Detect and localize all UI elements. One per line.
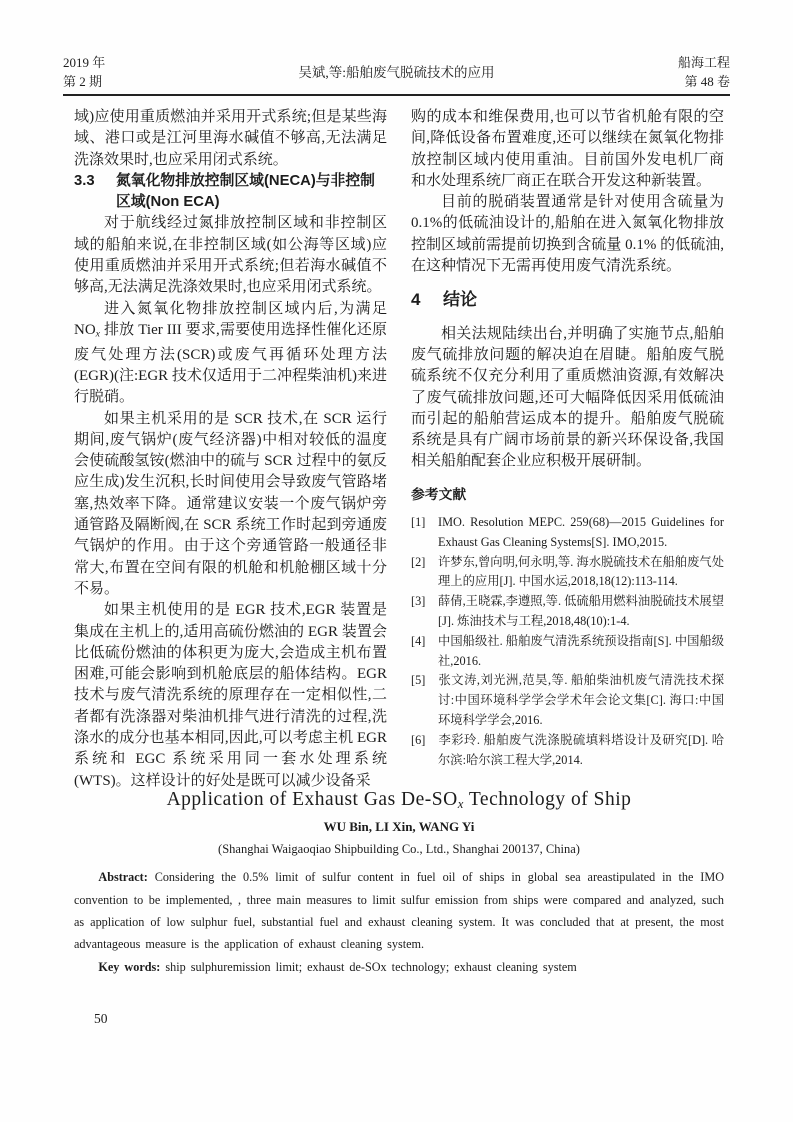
reference-number: [2] [411,554,426,569]
right-column [411,107,724,792]
english-abstract [74,866,724,956]
page-number: 50 [94,1011,108,1026]
paragraph: 如果主机采用的是 SCR 技术,在 SCR 运行期间,废气锅炉(废气经济器)中相对较低的温度会使硫酸氢铵(燃油中的硫与 SCR 过程中的氨反应生成)发生沉积,长时间使用会导致废气管路堵塞,热效率下降。通常建议安装一个废气锅炉旁通管路及隔断阀,在 SCR 系统工作时起到旁通废气锅炉的作用。由于这个旁通管路一般通径非常大,布置在空间有限的机舱和机舱棚区域十分不易。 [74,410,387,597]
keywords-label: Key words: [98,959,161,974]
paragraph-text-post: 排放 Tier III 要求,需要使用选择性催化还原废气处理方法(SCR)或废气再循环处理方法(EGR)(注:EGR 技术仅适用于二冲程柴油机)来进行脱硝。 [74,321,387,406]
section-heading-3-3 [74,171,387,214]
references-heading: 参考文献 [411,486,467,502]
section-heading-4 [411,289,724,310]
section-number: 3.3 [74,172,95,189]
title-subscript: x [457,797,464,812]
reference-text: IMO. Resolution MEPC. 259(68)—2015 Guidelines for Exhaust Gas Cleaning Systems[S]. IMO,2015. [438,515,724,549]
reference-text: 张文涛,刘光洲,范昊,等. 船舶柴油机废气清洗技术探讨:中国环境科学学会学术年会论文集[C]. 海口:中国环境科学学会,2016. [438,673,724,728]
section-number: 4 [411,290,421,310]
reference-text: 中国船级社. 船舶废气清洗系统预设指南[S]. 中国船级社,2016. [438,633,724,668]
section-title: 结论 [443,290,477,310]
reference-text: 李彩玲. 船舶废气洗涤脱硫填料塔设计及研究[D]. 哈尔滨:哈尔滨工程大学,2014. [438,732,724,767]
english-abstract-section [74,789,724,978]
reference-item [411,592,724,632]
reference-item [411,731,724,771]
reference-number: [5] [411,673,426,688]
english-keywords [74,956,724,978]
left-column [74,107,387,792]
paragraph-text-pre: 进入氮氧化物排放控制区域内后,为满足NO [74,300,387,338]
reference-number: [4] [411,633,426,648]
english-title-pre: Application of Exhaust Gas De-SO [166,789,458,810]
header-issue-block [63,53,173,91]
header-running-title: 吴斌,等:船舶废气脱硫技术的应用 [298,64,495,80]
abstract-text: Considering the 0.5% limit of sulfur content in fuel oil of ships in global sea areastipulated in the IMO convention to be implemented, , three main measures to limit sulfur emission from ships were compared and analyzed, such as application of low sulphur fuel, substantial fuel and exhaust cleaning system. It was concluded that at present, the most advantageous measure is the application of exhaust cleaning system. [74,870,724,952]
reference-item [411,513,724,553]
reference-text: 许梦东,曾向明,何永明,等. 海水脱硫技术在船舶废气处理上的应用[J]. 中国水运,2018,18(12):113-114. [438,554,724,589]
header-year: 2019 年 [63,55,106,70]
page-header [63,50,730,96]
reference-text: 薛倩,王晓霖,李遵照,等. 低硫船用燃料油脱硫技术展望[J]. 炼油技术与工程,2018,48(10):1-4. [438,594,724,629]
paragraph-nox [74,299,387,409]
header-journal-name: 船海工程 [677,55,730,70]
english-title-post: Technology of Ship [463,789,632,810]
header-issue: 第 2 期 [63,74,103,89]
english-authors: WU Bin, LI Xin, WANG Yi [323,819,475,835]
abstract-label: Abstract: [98,870,148,885]
english-title [74,789,724,812]
reference-number: [3] [411,594,426,609]
header-journal-block [620,53,730,91]
keywords-text: ship sulphuremission limit; exhaust de-SOx technology; exhaust cleaning system [160,959,577,974]
reference-item [411,553,724,593]
paragraph: 目前的脱硝装置通常是针对使用含硫量为0.1%的低硫油设计的,船舶在进入氮氧化物排放控制区域前需提前切换到含硫量 0.1% 的低硫油,在这种情况下无需再使用废气清洗系统。 [411,194,724,275]
reference-item [411,632,724,672]
conclusion-paragraph: 相关法规陆续出台,并明确了实施节点,船舶废气硫排放问题的解决迫在眉睫。船舶废气脱硫系统不仅充分利用了重质燃油资源,有效解决了废气硫排放问题,还可大幅降低因采用低硫油而引起的船舶营运成本的提升。船舶废气脱硫系统是具有广阔市场前景的新兴环保设备,我国相关船舶配套企业应积极开展研制。 [411,325,724,470]
paragraph-continuation: 购的成本和维保费用,也可以节省机舱有限的空间,降低设备布置难度,还可以继续在氮氧化物排放控制区域内使用重油。目前国外发电机厂商和水处理系统厂商正在联合开发这种新装置。 [411,109,724,189]
nox-subscript: x [95,328,100,340]
reference-item [411,671,724,730]
paragraph-continuation: 域)应使用重质燃油并采用开式系统;但是某些海域、港口或是江河里海水碱值不够高,无法满足洗涤效果时,也应采用闭式系统。 [74,109,387,168]
reference-number: [1] [411,515,426,530]
reference-number: [6] [411,732,426,747]
body-columns [74,107,724,792]
header-volume: 第 48 卷 [684,74,730,89]
paragraph: 如果主机使用的是 EGR 技术,EGR 装置是集成在主机上的,适用高硫份燃油的 EGR 装置会比低硫份燃油的体积更为庞大,会造成主机布置困难,可能会影响到机舱底层的船体结构。EGR 技术与废气清洗系统的原理存在一定相似性,二者都有洗涤器对柴油机排气进行清洗的过程,洗涤水的成分也基本相同,因此,可以考虑主机 EGR 系统和 EGC 系统采用同一套水处理系统(WTS)。这样设计的好处是既可以减少设备采 [74,602,387,789]
paragraph: 对于航线经过氮排放控制区域和非控制区域的船舶来说,在非控制区域(如公海等区域)应使用重质燃油并采用开式系统;但若海水碱值不够高,无法满足洗涤效果时,也应采用闭式系统。 [74,215,387,296]
section-title: 氮氧化物排放控制区域(NECA)与非控制区域(Non ECA) [116,172,375,211]
english-affiliation: (Shanghai Waigaoqiao Shipbuilding Co., Ltd., Shanghai 200137, China) [218,842,580,857]
